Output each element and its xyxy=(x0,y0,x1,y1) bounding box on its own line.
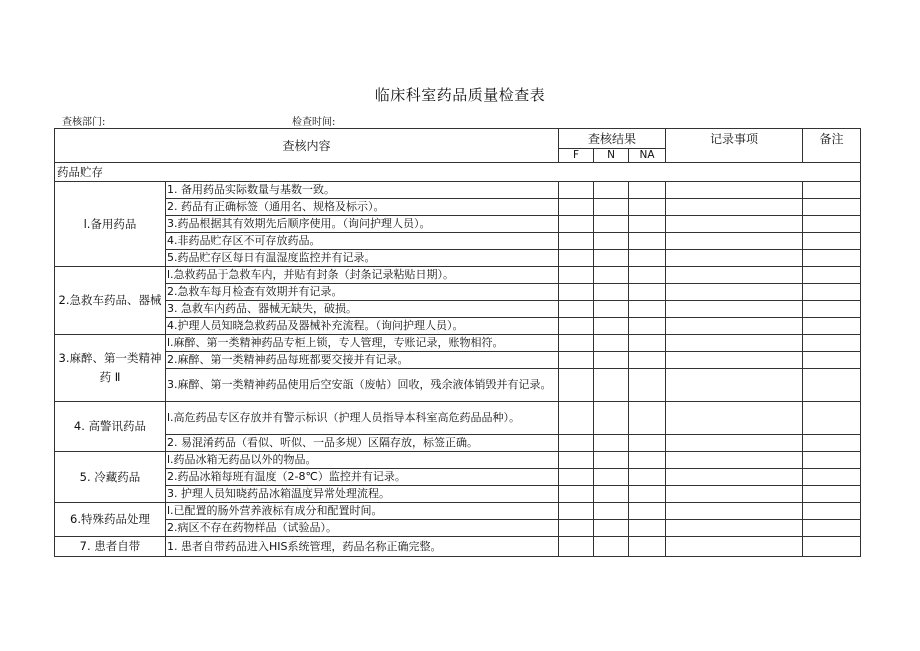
record-cell[interactable] xyxy=(666,233,803,250)
note-cell[interactable] xyxy=(803,199,861,216)
item-text: 5.药品贮存区每日有温湿度监控并有记录。 xyxy=(166,250,559,267)
category-label: 7. 患者自带 xyxy=(55,537,166,557)
n-cell[interactable] xyxy=(594,284,629,301)
n-cell[interactable] xyxy=(594,250,629,267)
f-cell[interactable] xyxy=(559,520,594,537)
record-cell[interactable] xyxy=(666,335,803,352)
record-cell[interactable] xyxy=(666,452,803,469)
table-row xyxy=(55,537,861,557)
table-row xyxy=(55,352,861,369)
record-cell[interactable] xyxy=(666,199,803,216)
n-cell[interactable] xyxy=(594,182,629,199)
na-header: NA xyxy=(629,149,666,163)
f-cell[interactable] xyxy=(559,335,594,352)
note-cell[interactable] xyxy=(803,369,861,402)
category-label: 6.特殊药品处理 xyxy=(55,503,166,537)
item-text: 3. 急救车内药品、器械无缺失，破损。 xyxy=(166,301,559,318)
n-cell[interactable] xyxy=(594,369,629,402)
record-cell[interactable] xyxy=(666,520,803,537)
n-cell[interactable] xyxy=(594,402,629,435)
na-cell[interactable] xyxy=(629,452,666,469)
record-cell[interactable] xyxy=(666,369,803,402)
table-row xyxy=(55,284,861,301)
na-cell[interactable] xyxy=(629,503,666,520)
item-text: 1. 患者自带药品进入HIS系统管理，药品名称正确完整。 xyxy=(166,537,559,557)
record-cell[interactable] xyxy=(666,284,803,301)
na-cell[interactable] xyxy=(629,233,666,250)
item-text: 2.药品冰箱每班有温度（2-8℃）监控并有记录。 xyxy=(166,469,559,486)
record-cell[interactable] xyxy=(666,267,803,284)
f-cell[interactable] xyxy=(559,469,594,486)
table-row xyxy=(55,318,861,335)
table-row xyxy=(55,503,861,520)
f-header: F xyxy=(559,149,594,163)
na-cell[interactable] xyxy=(629,284,666,301)
item-text: 3.药品根据其有效期先后顺序使用。（询问护理人员）。 xyxy=(166,216,559,233)
n-cell[interactable] xyxy=(594,233,629,250)
table-row xyxy=(55,435,861,452)
table-row xyxy=(55,402,861,435)
record-cell[interactable] xyxy=(666,301,803,318)
na-cell[interactable] xyxy=(629,216,666,233)
note-cell[interactable] xyxy=(803,435,861,452)
f-cell[interactable] xyxy=(559,503,594,520)
item-text: 2.病区不存在药物样品（试验品）。 xyxy=(166,520,559,537)
note-header: 备注 xyxy=(803,129,861,163)
f-cell[interactable] xyxy=(559,369,594,402)
n-cell[interactable] xyxy=(594,520,629,537)
note-cell[interactable] xyxy=(803,216,861,233)
note-cell[interactable] xyxy=(803,284,861,301)
item-text: 2.麻醉、第一类精神药品每班都要交接并有记录。 xyxy=(166,352,559,369)
table-row xyxy=(55,520,861,537)
record-cell[interactable] xyxy=(666,469,803,486)
n-cell[interactable] xyxy=(594,537,629,557)
note-cell[interactable] xyxy=(803,267,861,284)
record-cell[interactable] xyxy=(666,216,803,233)
note-cell[interactable] xyxy=(803,352,861,369)
table-row xyxy=(55,452,861,469)
n-cell[interactable] xyxy=(594,318,629,335)
n-cell[interactable] xyxy=(594,503,629,520)
na-cell[interactable] xyxy=(629,335,666,352)
table-row xyxy=(55,267,861,284)
na-cell[interactable] xyxy=(629,402,666,435)
na-cell[interactable] xyxy=(629,369,666,402)
table-row xyxy=(55,250,861,267)
na-cell[interactable] xyxy=(629,267,666,284)
item-text: 2. 易混淆药品（看似、听似、一品多规）区隔存放，标签正确。 xyxy=(166,435,559,452)
dept-label: 查核部门: xyxy=(62,117,106,128)
note-cell[interactable] xyxy=(803,301,861,318)
table-row xyxy=(55,216,861,233)
category-label: l.备用药品 xyxy=(55,182,166,267)
record-cell[interactable] xyxy=(666,352,803,369)
n-cell[interactable] xyxy=(594,352,629,369)
record-cell[interactable] xyxy=(666,402,803,435)
time-label: 检查时间: xyxy=(292,117,336,128)
n-cell[interactable] xyxy=(594,469,629,486)
item-text: 4.护理人员知晓急救药品及器械补充流程。（询问护理人员）。 xyxy=(166,318,559,335)
f-cell[interactable] xyxy=(559,284,594,301)
n-cell[interactable] xyxy=(594,335,629,352)
table-row xyxy=(55,233,861,250)
table-row xyxy=(55,335,861,352)
n-cell[interactable] xyxy=(594,486,629,503)
record-cell[interactable] xyxy=(666,503,803,520)
record-cell[interactable] xyxy=(666,435,803,452)
item-text: 2.急救车每月检查有效期并有记录。 xyxy=(166,284,559,301)
na-cell[interactable] xyxy=(629,301,666,318)
item-text: 1. 备用药品实际数量与基数一致。 xyxy=(166,182,559,199)
item-text: 4.非药品贮存区不可存放药品。 xyxy=(166,233,559,250)
f-cell[interactable] xyxy=(559,182,594,199)
na-cell[interactable] xyxy=(629,520,666,537)
note-cell[interactable] xyxy=(803,520,861,537)
note-cell[interactable] xyxy=(803,250,861,267)
f-cell[interactable] xyxy=(559,435,594,452)
n-cell[interactable] xyxy=(594,301,629,318)
n-cell[interactable] xyxy=(594,435,629,452)
na-cell[interactable] xyxy=(629,352,666,369)
f-cell[interactable] xyxy=(559,301,594,318)
item-text: 3.麻醉、第一类精神药品使用后空安瓿（废帖）回收，残余液体销毁并有记录。 xyxy=(166,369,559,402)
table-row xyxy=(55,182,861,199)
page-title: 临床科室药品质量检查表 xyxy=(374,86,546,104)
item-text: l.急救药品于急救车内，并贴有封条（封条记录粘贴日期）。 xyxy=(166,267,559,284)
note-cell[interactable] xyxy=(803,233,861,250)
record-cell[interactable] xyxy=(666,250,803,267)
item-text: l.已配置的肠外营养液标有成分和配置时间。 xyxy=(166,503,559,520)
na-cell[interactable] xyxy=(629,182,666,199)
category-label: 5. 冷藏药品 xyxy=(55,452,166,503)
note-cell[interactable] xyxy=(803,335,861,352)
note-cell[interactable] xyxy=(803,452,861,469)
note-cell[interactable] xyxy=(803,537,861,557)
note-cell[interactable] xyxy=(803,318,861,335)
na-cell[interactable] xyxy=(629,250,666,267)
item-text: 3. 护理人员知晓药品冰箱温度异常处理流程。 xyxy=(166,486,559,503)
section-label: 药品贮存 xyxy=(55,163,861,182)
table-row xyxy=(55,469,861,486)
note-cell[interactable] xyxy=(803,182,861,199)
note-cell[interactable] xyxy=(803,503,861,520)
table-row xyxy=(55,199,861,216)
f-cell[interactable] xyxy=(559,352,594,369)
table-row xyxy=(55,369,861,402)
n-cell[interactable] xyxy=(594,216,629,233)
f-cell[interactable] xyxy=(559,199,594,216)
item-text: l.麻醉、第一类精神药品专柜上锁，专人管理，专账记录，账物相符。 xyxy=(166,335,559,352)
f-cell[interactable] xyxy=(559,267,594,284)
record-cell[interactable] xyxy=(666,182,803,199)
note-cell[interactable] xyxy=(803,486,861,503)
f-cell[interactable] xyxy=(559,486,594,503)
item-text: l.高危药品专区存放并有警示标识（护理人员指导本科室高危药品品种）。 xyxy=(166,402,559,435)
f-cell[interactable] xyxy=(559,233,594,250)
table-row xyxy=(55,486,861,503)
f-cell[interactable] xyxy=(559,250,594,267)
f-cell[interactable] xyxy=(559,318,594,335)
n-cell[interactable] xyxy=(594,199,629,216)
na-cell[interactable] xyxy=(629,537,666,557)
record-header: 记录事项 xyxy=(666,129,803,163)
f-cell[interactable] xyxy=(559,537,594,557)
f-cell[interactable] xyxy=(559,402,594,435)
record-cell[interactable] xyxy=(666,486,803,503)
item-text: l.药品冰箱无药品以外的物品。 xyxy=(166,452,559,469)
category-label: 3.麻醉、第一类精神药 Ⅱ xyxy=(55,335,166,402)
record-cell[interactable] xyxy=(666,537,803,557)
inspection-table xyxy=(54,128,861,557)
na-cell[interactable] xyxy=(629,318,666,335)
f-cell[interactable] xyxy=(559,216,594,233)
na-cell[interactable] xyxy=(629,486,666,503)
note-cell[interactable] xyxy=(803,469,861,486)
n-cell[interactable] xyxy=(594,452,629,469)
f-cell[interactable] xyxy=(559,452,594,469)
na-cell[interactable] xyxy=(629,469,666,486)
result-header: 查核结果 xyxy=(559,129,666,149)
record-cell[interactable] xyxy=(666,318,803,335)
content-header: 查核内容 xyxy=(55,129,559,163)
item-text: 2. 药品有正确标签（通用名、规格及标示）。 xyxy=(166,199,559,216)
na-cell[interactable] xyxy=(629,435,666,452)
n-cell[interactable] xyxy=(594,267,629,284)
n-header: N xyxy=(594,149,629,163)
note-cell[interactable] xyxy=(803,402,861,435)
category-label: 4. 高警讯药品 xyxy=(55,402,166,452)
na-cell[interactable] xyxy=(629,199,666,216)
table-row xyxy=(55,301,861,318)
category-label: 2.急救车药品、器械 xyxy=(55,267,166,335)
